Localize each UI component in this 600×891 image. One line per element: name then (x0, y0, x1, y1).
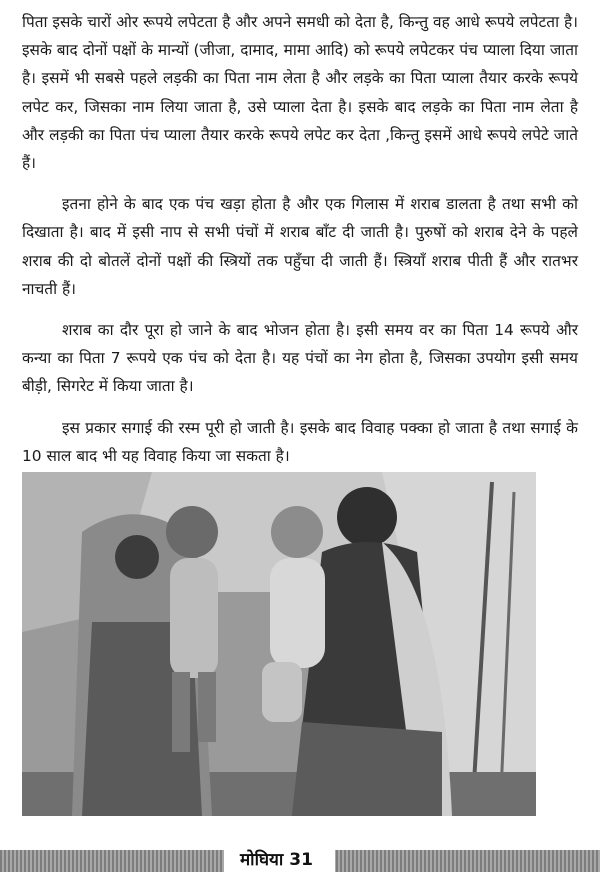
page-footer (224, 846, 335, 874)
body-text (22, 8, 578, 483)
paragraph-3: शराब का दौर पूरा हो जाने के बाद भोजन होता है। इसी समय वर का पिता 14 रूपये और कन्या का पिता 7 रूपये एक पंच को देता है। यह पंचों का नेग होता है, जिसका उपयोग इसी समय बीड़ी, सिगरेट में किया जाता है। (22, 321, 578, 396)
footer-title: मोघिया (240, 850, 284, 870)
paragraph-2: इतना होने के बाद एक पंच खड़ा होता है और एक गिलास में शराब डालता है तथा सभी को दिखाता है। बाद में इसी नाप से सभी पंचों में शराब बाँट दी जाती है। पुरुषों को शराब देने के पहले शराब की दो बोतलें दोनों पक्षों की स्त्रियों तक पहुँचा दी जाती हैं। स्त्रियाँ शराब पीती हैं और रातभर नाचती हैं। (22, 195, 578, 298)
photo-women-with-children (22, 472, 536, 816)
paragraph-1: पिता इसके चारों ओर रूपये लपेटता है और अपने समधी को देता है, किन्तु वह आधे रूपये लपेटता है। इसके बाद दोनों पक्षों के मान्यों (जीजा, दामाद, मामा आदि) को रूपये लपेटकर पंच प्याला दिया जाता है। इसमें भी सबसे पहले लड़की का पिता नाम लेता है और लड़के का पिता प्याला तैयार करके रूपये लपेट कर, जिसका नाम लिया जाता है, उसे प्याला देता है। इसके बाद लड़के का पिता नाम लेता है और लड़की का पिता पंच प्याला तैयार करके रूपये लपेट कर देता ,किन्तु इसमें आधे रूपये लपेटे जाते हैं। (22, 13, 578, 173)
paragraph-4: इस प्रकार सगाई की रस्म पूरी हो जाती है। इसके बाद विवाह पक्का हो जाता है तथा सगाई के 10 साल बाद भी यह विवाह किया जा सकता है। (22, 418, 578, 465)
page-number: 31 (289, 850, 313, 870)
